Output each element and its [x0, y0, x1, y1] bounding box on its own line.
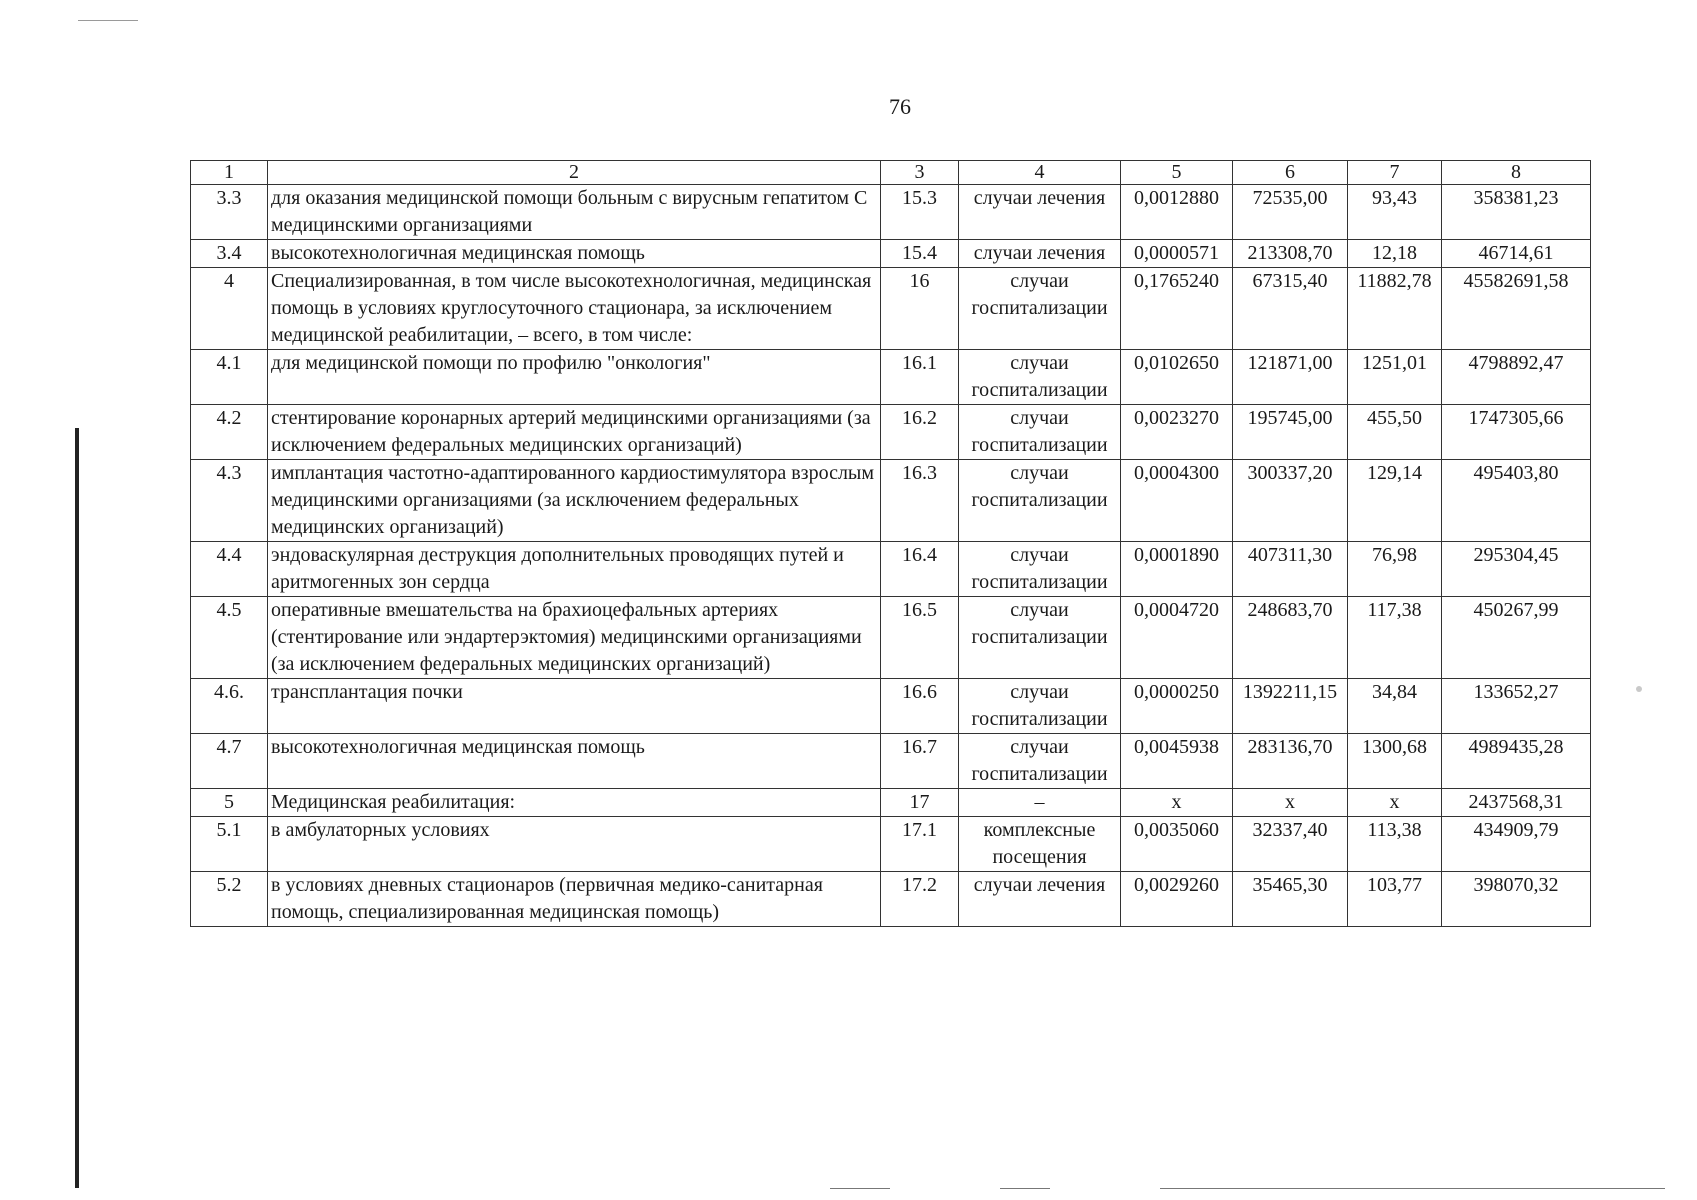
row-unit: случаи госпитализации — [959, 679, 1121, 734]
row-value-col7: x — [1348, 789, 1442, 817]
table-row — [191, 679, 1591, 734]
row-value-col5: 0,0000571 — [1121, 240, 1233, 268]
row-value-col5: 0,0000250 — [1121, 679, 1233, 734]
row-description: оперативные вмешательства на брахиоцефальных артериях (стентирование или эндартерэктомия) медицинскими организациями (за исключением федеральных медицинских организаций) — [268, 597, 881, 679]
row-unit: случаи госпитализации — [959, 405, 1121, 460]
column-header: 8 — [1442, 161, 1591, 185]
row-description: Специализированная, в том числе высокотехнологичная, медицинская помощь в условиях круглосуточного стационара, за исключением медицинской реабилитации, – всего, в том числе: — [268, 268, 881, 350]
row-unit: случаи госпитализации — [959, 597, 1121, 679]
scan-margin-line — [75, 428, 79, 1188]
row-value-col7: 113,38 — [1348, 817, 1442, 872]
row-value-col6: 1392211,15 — [1233, 679, 1348, 734]
row-code: 16.6 — [881, 679, 959, 734]
row-value-col7: 93,43 — [1348, 185, 1442, 240]
row-value-col5: 0,0023270 — [1121, 405, 1233, 460]
row-unit: случаи госпитализации — [959, 350, 1121, 405]
column-header: 2 — [268, 161, 881, 185]
table-row — [191, 542, 1591, 597]
row-code: 17.1 — [881, 817, 959, 872]
row-value-col8: 133652,27 — [1442, 679, 1591, 734]
row-description: в условиях дневных стационаров (первичная медико-санитарная помощь, специализированная медицинская помощь) — [268, 872, 881, 927]
row-number: 3.4 — [191, 240, 268, 268]
row-value-col8: 1747305,66 — [1442, 405, 1591, 460]
row-number: 4.3 — [191, 460, 268, 542]
row-value-col6: x — [1233, 789, 1348, 817]
row-code: 16 — [881, 268, 959, 350]
row-description: высокотехнологичная медицинская помощь — [268, 734, 881, 789]
row-code: 16.4 — [881, 542, 959, 597]
row-unit: случаи госпитализации — [959, 734, 1121, 789]
row-number: 4.4 — [191, 542, 268, 597]
row-value-col8: 295304,45 — [1442, 542, 1591, 597]
row-description: в амбулаторных условиях — [268, 817, 881, 872]
row-value-col6: 248683,70 — [1233, 597, 1348, 679]
row-description: для оказания медицинской помощи больным с вирусным гепатитом С медицинскими организациями — [268, 185, 881, 240]
scan-mark-top — [78, 20, 138, 21]
row-value-col6: 35465,30 — [1233, 872, 1348, 927]
row-number: 4.6. — [191, 679, 268, 734]
table-row — [191, 185, 1591, 240]
row-number: 5.2 — [191, 872, 268, 927]
table-row — [191, 817, 1591, 872]
row-code: 16.2 — [881, 405, 959, 460]
row-value-col6: 407311,30 — [1233, 542, 1348, 597]
table-row — [191, 268, 1591, 350]
row-value-col6: 283136,70 — [1233, 734, 1348, 789]
row-number: 3.3 — [191, 185, 268, 240]
row-number: 4.7 — [191, 734, 268, 789]
row-value-col8: 434909,79 — [1442, 817, 1591, 872]
row-value-col6: 32337,40 — [1233, 817, 1348, 872]
row-code: 16.7 — [881, 734, 959, 789]
row-value-col7: 103,77 — [1348, 872, 1442, 927]
table-row — [191, 734, 1591, 789]
row-value-col6: 72535,00 — [1233, 185, 1348, 240]
row-description: эндоваскулярная деструкция дополнительных проводящих путей и аритмогенных зон сердца — [268, 542, 881, 597]
column-header: 5 — [1121, 161, 1233, 185]
column-header: 3 — [881, 161, 959, 185]
table-row — [191, 405, 1591, 460]
page-number: 76 — [889, 94, 911, 119]
row-value-col7: 117,38 — [1348, 597, 1442, 679]
row-value-col6: 67315,40 — [1233, 268, 1348, 350]
row-value-col5: 0,0045938 — [1121, 734, 1233, 789]
row-value-col6: 300337,20 — [1233, 460, 1348, 542]
row-value-col6: 213308,70 — [1233, 240, 1348, 268]
column-header: 7 — [1348, 161, 1442, 185]
row-value-col7: 12,18 — [1348, 240, 1442, 268]
row-value-col8: 2437568,31 — [1442, 789, 1591, 817]
row-value-col5: x — [1121, 789, 1233, 817]
data-table — [190, 160, 1591, 927]
column-header: 4 — [959, 161, 1121, 185]
row-code: 16.5 — [881, 597, 959, 679]
row-value-col5: 0,0004300 — [1121, 460, 1233, 542]
column-header: 6 — [1233, 161, 1348, 185]
row-description: высокотехнологичная медицинская помощь — [268, 240, 881, 268]
row-description: для медицинской помощи по профилю "онкология" — [268, 350, 881, 405]
row-unit: случаи лечения — [959, 872, 1121, 927]
scan-speck — [1636, 686, 1642, 692]
row-description: трансплантация почки — [268, 679, 881, 734]
scan-mark-bottom — [830, 1188, 890, 1189]
row-value-col7: 34,84 — [1348, 679, 1442, 734]
row-unit: случаи лечения — [959, 185, 1121, 240]
scan-mark-bottom — [1000, 1188, 1050, 1189]
row-description: Медицинская реабилитация: — [268, 789, 881, 817]
table-row — [191, 789, 1591, 817]
row-unit: случаи госпитализации — [959, 542, 1121, 597]
row-value-col7: 1251,01 — [1348, 350, 1442, 405]
row-number: 4.2 — [191, 405, 268, 460]
row-value-col5: 0,1765240 — [1121, 268, 1233, 350]
table-header-row — [191, 161, 1591, 185]
row-value-col6: 121871,00 — [1233, 350, 1348, 405]
row-number: 5 — [191, 789, 268, 817]
row-value-col5: 0,0012880 — [1121, 185, 1233, 240]
row-value-col7: 1300,68 — [1348, 734, 1442, 789]
column-header: 1 — [191, 161, 268, 185]
row-unit: случаи госпитализации — [959, 268, 1121, 350]
table-body — [191, 161, 1591, 927]
row-unit: случаи госпитализации — [959, 460, 1121, 542]
row-code: 17.2 — [881, 872, 959, 927]
row-unit: – — [959, 789, 1121, 817]
row-value-col7: 455,50 — [1348, 405, 1442, 460]
row-value-col7: 129,14 — [1348, 460, 1442, 542]
table-row — [191, 872, 1591, 927]
row-description: стентирование коронарных артерий медицинскими организациями (за исключением федеральных медицинских организаций) — [268, 405, 881, 460]
row-number: 4 — [191, 268, 268, 350]
row-description: имплантация частотно-адаптированного кардиостимулятора взрослым медицинскими организациями (за исключением федеральных медицинских организаций) — [268, 460, 881, 542]
row-value-col5: 0,0102650 — [1121, 350, 1233, 405]
row-number: 4.1 — [191, 350, 268, 405]
scan-mark-bottom — [1160, 1188, 1665, 1189]
row-value-col8: 398070,32 — [1442, 872, 1591, 927]
table-row — [191, 597, 1591, 679]
row-value-col8: 450267,99 — [1442, 597, 1591, 679]
row-value-col5: 0,0004720 — [1121, 597, 1233, 679]
row-value-col8: 46714,61 — [1442, 240, 1591, 268]
row-code: 15.3 — [881, 185, 959, 240]
row-value-col5: 0,0029260 — [1121, 872, 1233, 927]
row-number: 4.5 — [191, 597, 268, 679]
row-value-col5: 0,0035060 — [1121, 817, 1233, 872]
row-code: 17 — [881, 789, 959, 817]
table-row — [191, 240, 1591, 268]
row-value-col8: 358381,23 — [1442, 185, 1591, 240]
row-unit: случаи лечения — [959, 240, 1121, 268]
row-value-col8: 4798892,47 — [1442, 350, 1591, 405]
row-value-col8: 45582691,58 — [1442, 268, 1591, 350]
row-value-col7: 76,98 — [1348, 542, 1442, 597]
row-value-col8: 4989435,28 — [1442, 734, 1591, 789]
table-row — [191, 350, 1591, 405]
row-value-col6: 195745,00 — [1233, 405, 1348, 460]
row-code: 16.3 — [881, 460, 959, 542]
table-row — [191, 460, 1591, 542]
row-value-col7: 11882,78 — [1348, 268, 1442, 350]
row-unit: комплексные посещения — [959, 817, 1121, 872]
row-code: 15.4 — [881, 240, 959, 268]
row-value-col5: 0,0001890 — [1121, 542, 1233, 597]
row-code: 16.1 — [881, 350, 959, 405]
row-number: 5.1 — [191, 817, 268, 872]
row-value-col8: 495403,80 — [1442, 460, 1591, 542]
